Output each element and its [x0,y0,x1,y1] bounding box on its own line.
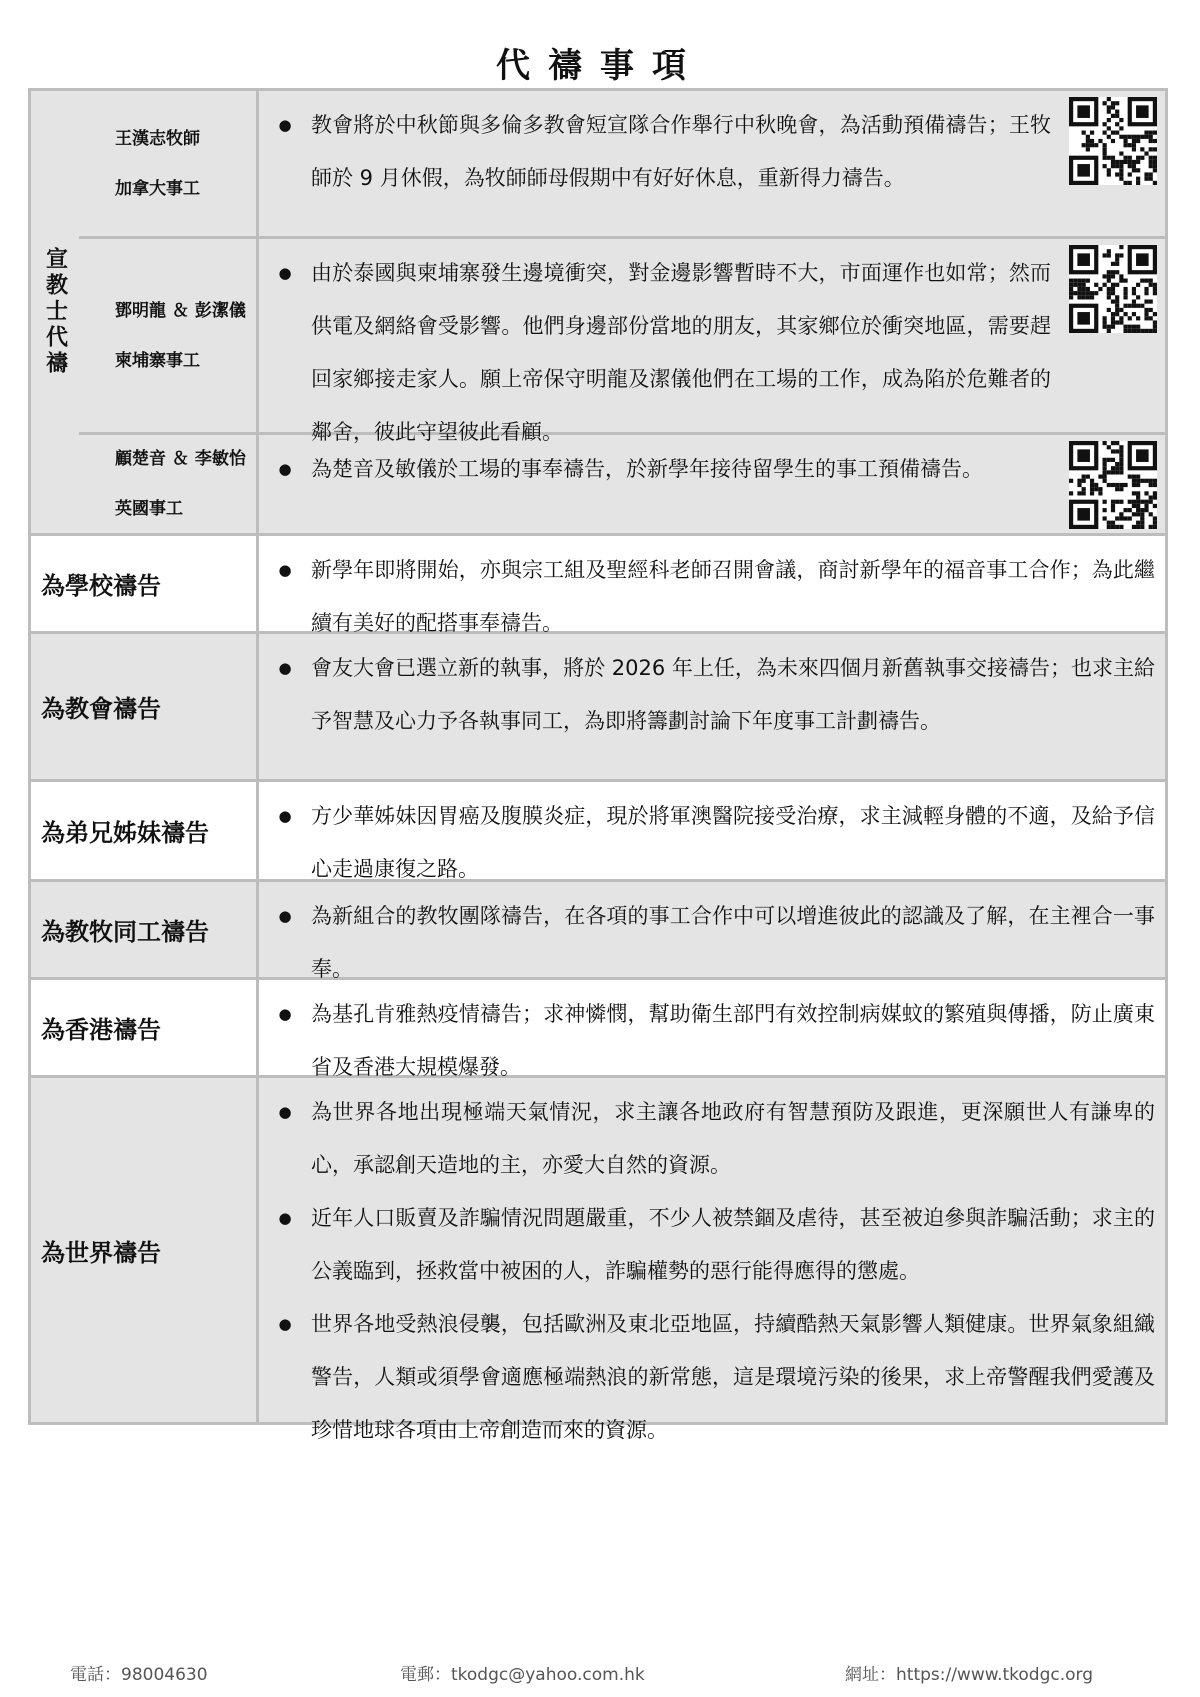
missionary-content [259,91,1165,236]
item-text: 會友大會已選立新的執事，將於 2026 年上任，為未來四個月新舊執事交接禱告；也求主給予智慧及心力予各執事同工，為即將籌劃討論下年度事工計劃禱告。 [311,656,1155,733]
missionary-row [31,91,1165,536]
section-content [259,980,1165,1079]
item-text: 教會將於中秋節與多倫多教會短宣隊合作舉行中秋晚會，為活動預備禱告；王牧師於 9 月休假，為牧師師母假期中有好好休息，重新得力禱告。 [311,113,1051,190]
section-hongkong [31,980,1165,1078]
bullet-icon: ● [278,659,292,677]
missionary-name: 顧楚音 ＆ 李敏怡 [115,449,246,469]
section-church [31,634,1165,782]
list-item [259,1192,1155,1298]
item-text: 為世界各地出現極端天氣情況，求主讓各地政府有智慧預防及跟進，更深願世人有謙卑的心，承認創天造地的主，亦愛大自然的資源。 [311,1100,1155,1177]
section-label: 為弟兄姊妹禱告 [31,782,259,879]
section-content [259,782,1165,879]
bullet-icon: ● [278,1103,292,1121]
missionary-entry [79,239,1165,444]
missionary-content [259,239,1165,444]
missionary-names [79,239,259,432]
item-text: 由於泰國與柬埔寨發生邊境衝突，對金邊影響暫時不大，市面運作也如常；然而供電及網絡會受影響。他們身邊部份當地的朋友，其家鄉位於衝突地區，需要趕回家鄉接走家人。願上帝保守明龍及潔儀他們在工場的工作，成為陷於危難者的鄰舍，彼此守望彼此看顧。 [311,261,1051,444]
section-content [259,536,1165,635]
footer-email[interactable]: 電郵：tkodgc@yahoo.com.hk [400,1665,645,1685]
section-label: 為世界禱告 [31,1078,259,1422]
footer-website[interactable]: 網址：https://www.tkodgc.org [845,1665,1094,1685]
footer [0,1660,1200,1688]
bullet-icon: ● [278,460,292,478]
list-item [259,790,1155,896]
section-content [259,1078,1165,1442]
list-item [259,1298,1155,1457]
missionary-names [79,435,259,533]
section-content [259,634,1165,779]
bullet-icon: ● [278,1209,292,1227]
list-item [259,642,1155,748]
bullet-icon: ● [278,561,292,579]
section-content [259,882,1165,981]
missionary-content [259,435,1165,533]
bullet-icon: ● [278,264,292,282]
section-label: 為教會禱告 [31,634,259,779]
list-item [259,247,1155,459]
missionary-field: 英國事工 [115,499,183,519]
bullet-icon: ● [278,907,292,925]
footer-phone: 電話：98004630 [70,1665,208,1685]
item-text: 方少華姊妹因胃癌及腹膜炎症，現於將軍澳醫院接受治療，求主減輕身體的不適，及給予信心走過康復之路。 [311,804,1155,881]
section-pastoral [31,882,1165,980]
missionary-entry [79,91,1165,239]
missionary-field: 加拿大事工 [115,178,200,199]
section-label: 為學校禱告 [31,536,259,631]
missionary-names [79,91,259,236]
item-text: 世界各地受熱浪侵襲，包括歐洲及東北亞地區，持續酷熱天氣影響人類健康。世界氣象組織警告，人類或須學會適應極端熱浪的新常態，這是環境污染的後果，求上帝警醒我們愛護及珍惜地球各項由上帝創造而來的資源。 [311,1312,1155,1442]
section-label: 為香港禱告 [31,980,259,1075]
missionary-name: 王漢志牧師 [115,128,200,149]
bullet-icon: ● [278,116,292,134]
bullet-icon: ● [278,1315,292,1333]
list-item [259,99,1155,205]
bullet-icon: ● [278,807,292,825]
missionary-entry [79,435,1165,533]
missionary-label-cell [31,91,79,533]
missionary-field: 柬埔寨事工 [115,350,200,371]
qr-code-icon[interactable] [1069,97,1157,185]
item-text: 新學年即將開始，亦與宗工組及聖經科老師召開會議，商討新學年的福音事工合作；為此繼續有美好的配搭事奉禱告。 [311,558,1155,635]
item-text: 近年人口販賣及詐騙情況問題嚴重，不少人被禁錮及虐待，甚至被迫參與詐騙活動；求主的公義臨到，拯救當中被困的人，詐騙權勢的惡行能得應得的懲處。 [311,1206,1155,1283]
qr-code-icon[interactable] [1069,245,1157,333]
item-text: 為新組合的教牧團隊禱告，在各項的事工合作中可以增進彼此的認識及了解，在主裡合一事奉。 [311,904,1155,981]
item-text: 為楚音及敏儀於工場的事奉禱告，於新學年接待留學生的事工預備禱告。 [311,457,983,481]
page-title: 代禱事項 [496,46,704,86]
list-item [259,1086,1155,1192]
list-item [259,443,1155,496]
missionary-entries [79,91,1165,533]
section-world [31,1078,1165,1442]
section-school [31,536,1165,634]
bullet-icon: ● [278,1005,292,1023]
missionary-label: 宣教士代禱 [42,247,68,377]
section-label: 為教牧同工禱告 [31,882,259,977]
section-members [31,782,1165,882]
prayer-table [28,88,1168,1442]
item-text: 為基孔肯雅熱疫情禱告；求神憐憫，幫助衛生部門有效控制病媒蚊的繁殖與傳播，防止廣東省及香港大規模爆發。 [311,1002,1155,1079]
qr-code-icon[interactable] [1069,441,1157,529]
missionary-name: 鄧明龍 ＆ 彭潔儀 [115,300,246,321]
